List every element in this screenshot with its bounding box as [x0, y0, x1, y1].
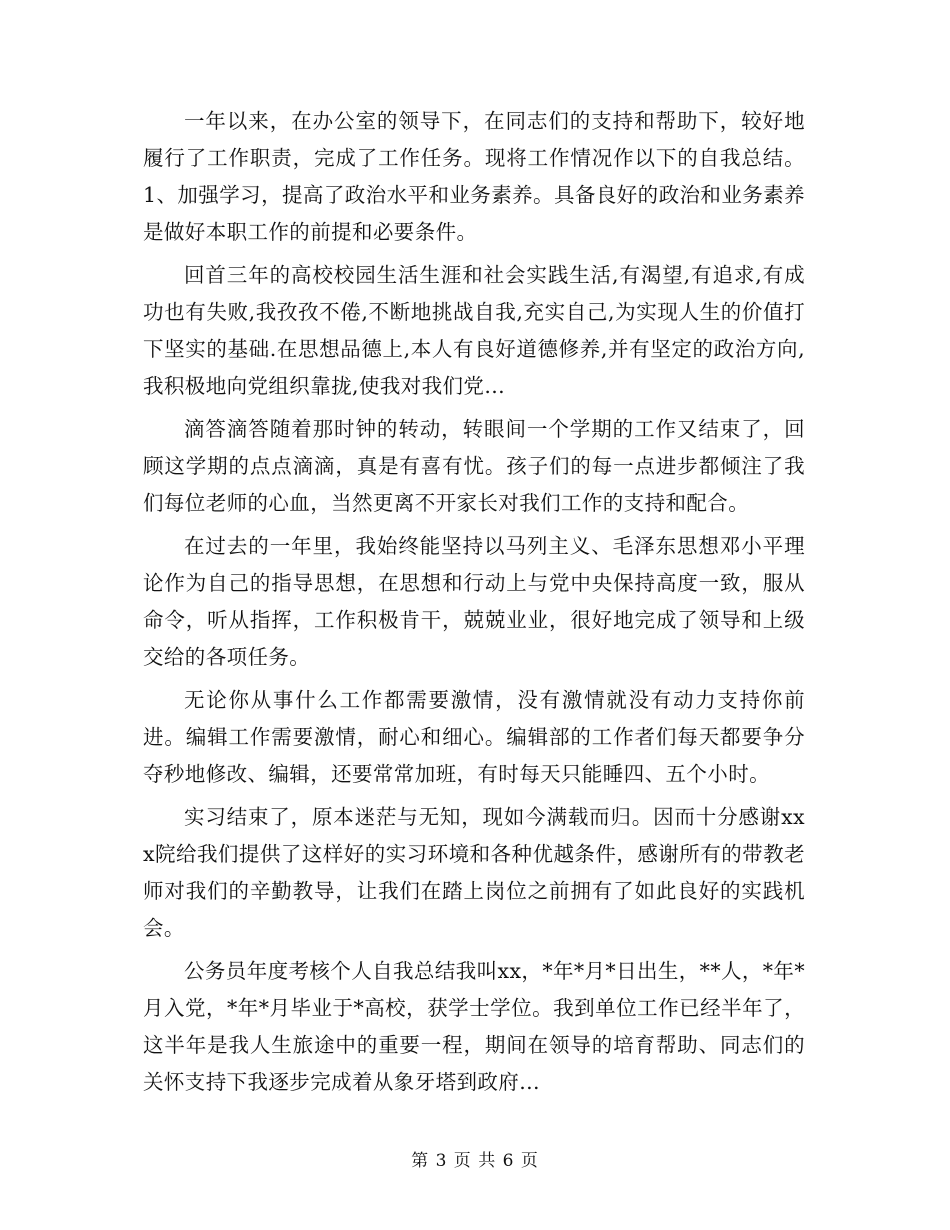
footer-prefix: 第 [411, 1151, 430, 1171]
paragraph-5: 无论你从事什么工作都需要激情，没有激情就没有动力支持你前进。编辑工作需要激情，耐心和细心。编辑部的工作者们每天都要争分夺秒地修改、编辑，还要常常加班，有时每天只能睡四、五个小时。 [143, 688, 805, 786]
footer-page-number: 3 [435, 1151, 448, 1171]
paragraph-4: 在过去的一年里，我始终能坚持以马列主义、毛泽东思想邓小平理论作为自己的指导思想，在思想和行动上与党中央保持高度一致，服从命令，听从指挥，工作积极肯干，兢兢业业，很好地完成了领导和上级交给的各项任务。 [143, 534, 805, 669]
footer-suffix: 页 [520, 1151, 539, 1171]
paragraph-1: 一年以来，在办公室的领导下，在同志们的支持和帮助下，较好地履行了工作职责，完成了工作任务。现将工作情况作以下的自我总结。1、加强学习，提高了政治水平和业务素养。具备良好的政治和业务素养是做好本职工作的前提和必要条件。 [143, 109, 805, 244]
paragraph-2: 回首三年的高校校园生活生涯和社会实践生活,有渴望,有追求,有成功也有失败,我孜孜不倦,不断地挑战自我,充实自己,为实现人生的价值打下坚实的基础.在思想品德上,本人有良好道德修养,并有坚定的政治方向,我积极地向党组织靠拢,使我对我们党... [143, 263, 805, 398]
page-footer [0, 1146, 950, 1171]
document-body [143, 103, 805, 1107]
paragraph-3: 滴答滴答随着那时钟的转动，转眼间一个学期的工作又结束了，回顾这学期的点点滴滴，真是有喜有忧。孩子们的每一点进步都倾注了我们每位老师的心血，当然更离不开家长对我们工作的支持和配合。 [143, 417, 805, 515]
footer-middle: 页 共 [453, 1151, 497, 1171]
paragraph-6: 实习结束了，原本迷茫与无知，现如今满载而归。因而十分感谢xxx院给我们提供了这样好的实习环境和各种优越条件，感谢所有的带教老师对我们的辛勤教导，让我们在踏上岗位之前拥有了如此良好的实践机会。 [143, 805, 805, 940]
footer-total-pages: 6 [502, 1151, 515, 1171]
paragraph-7: 公务员年度考核个人自我总结我叫xx，*年*月*日出生，**人，*年*月入党，*年*月毕业于*高校，获学士学位。我到单位工作已经半年了，这半年是我人生旅途中的重要一程，期间在领导的培育帮助、同志们的关怀支持下我逐步完成着从象牙塔到政府... [143, 959, 805, 1094]
